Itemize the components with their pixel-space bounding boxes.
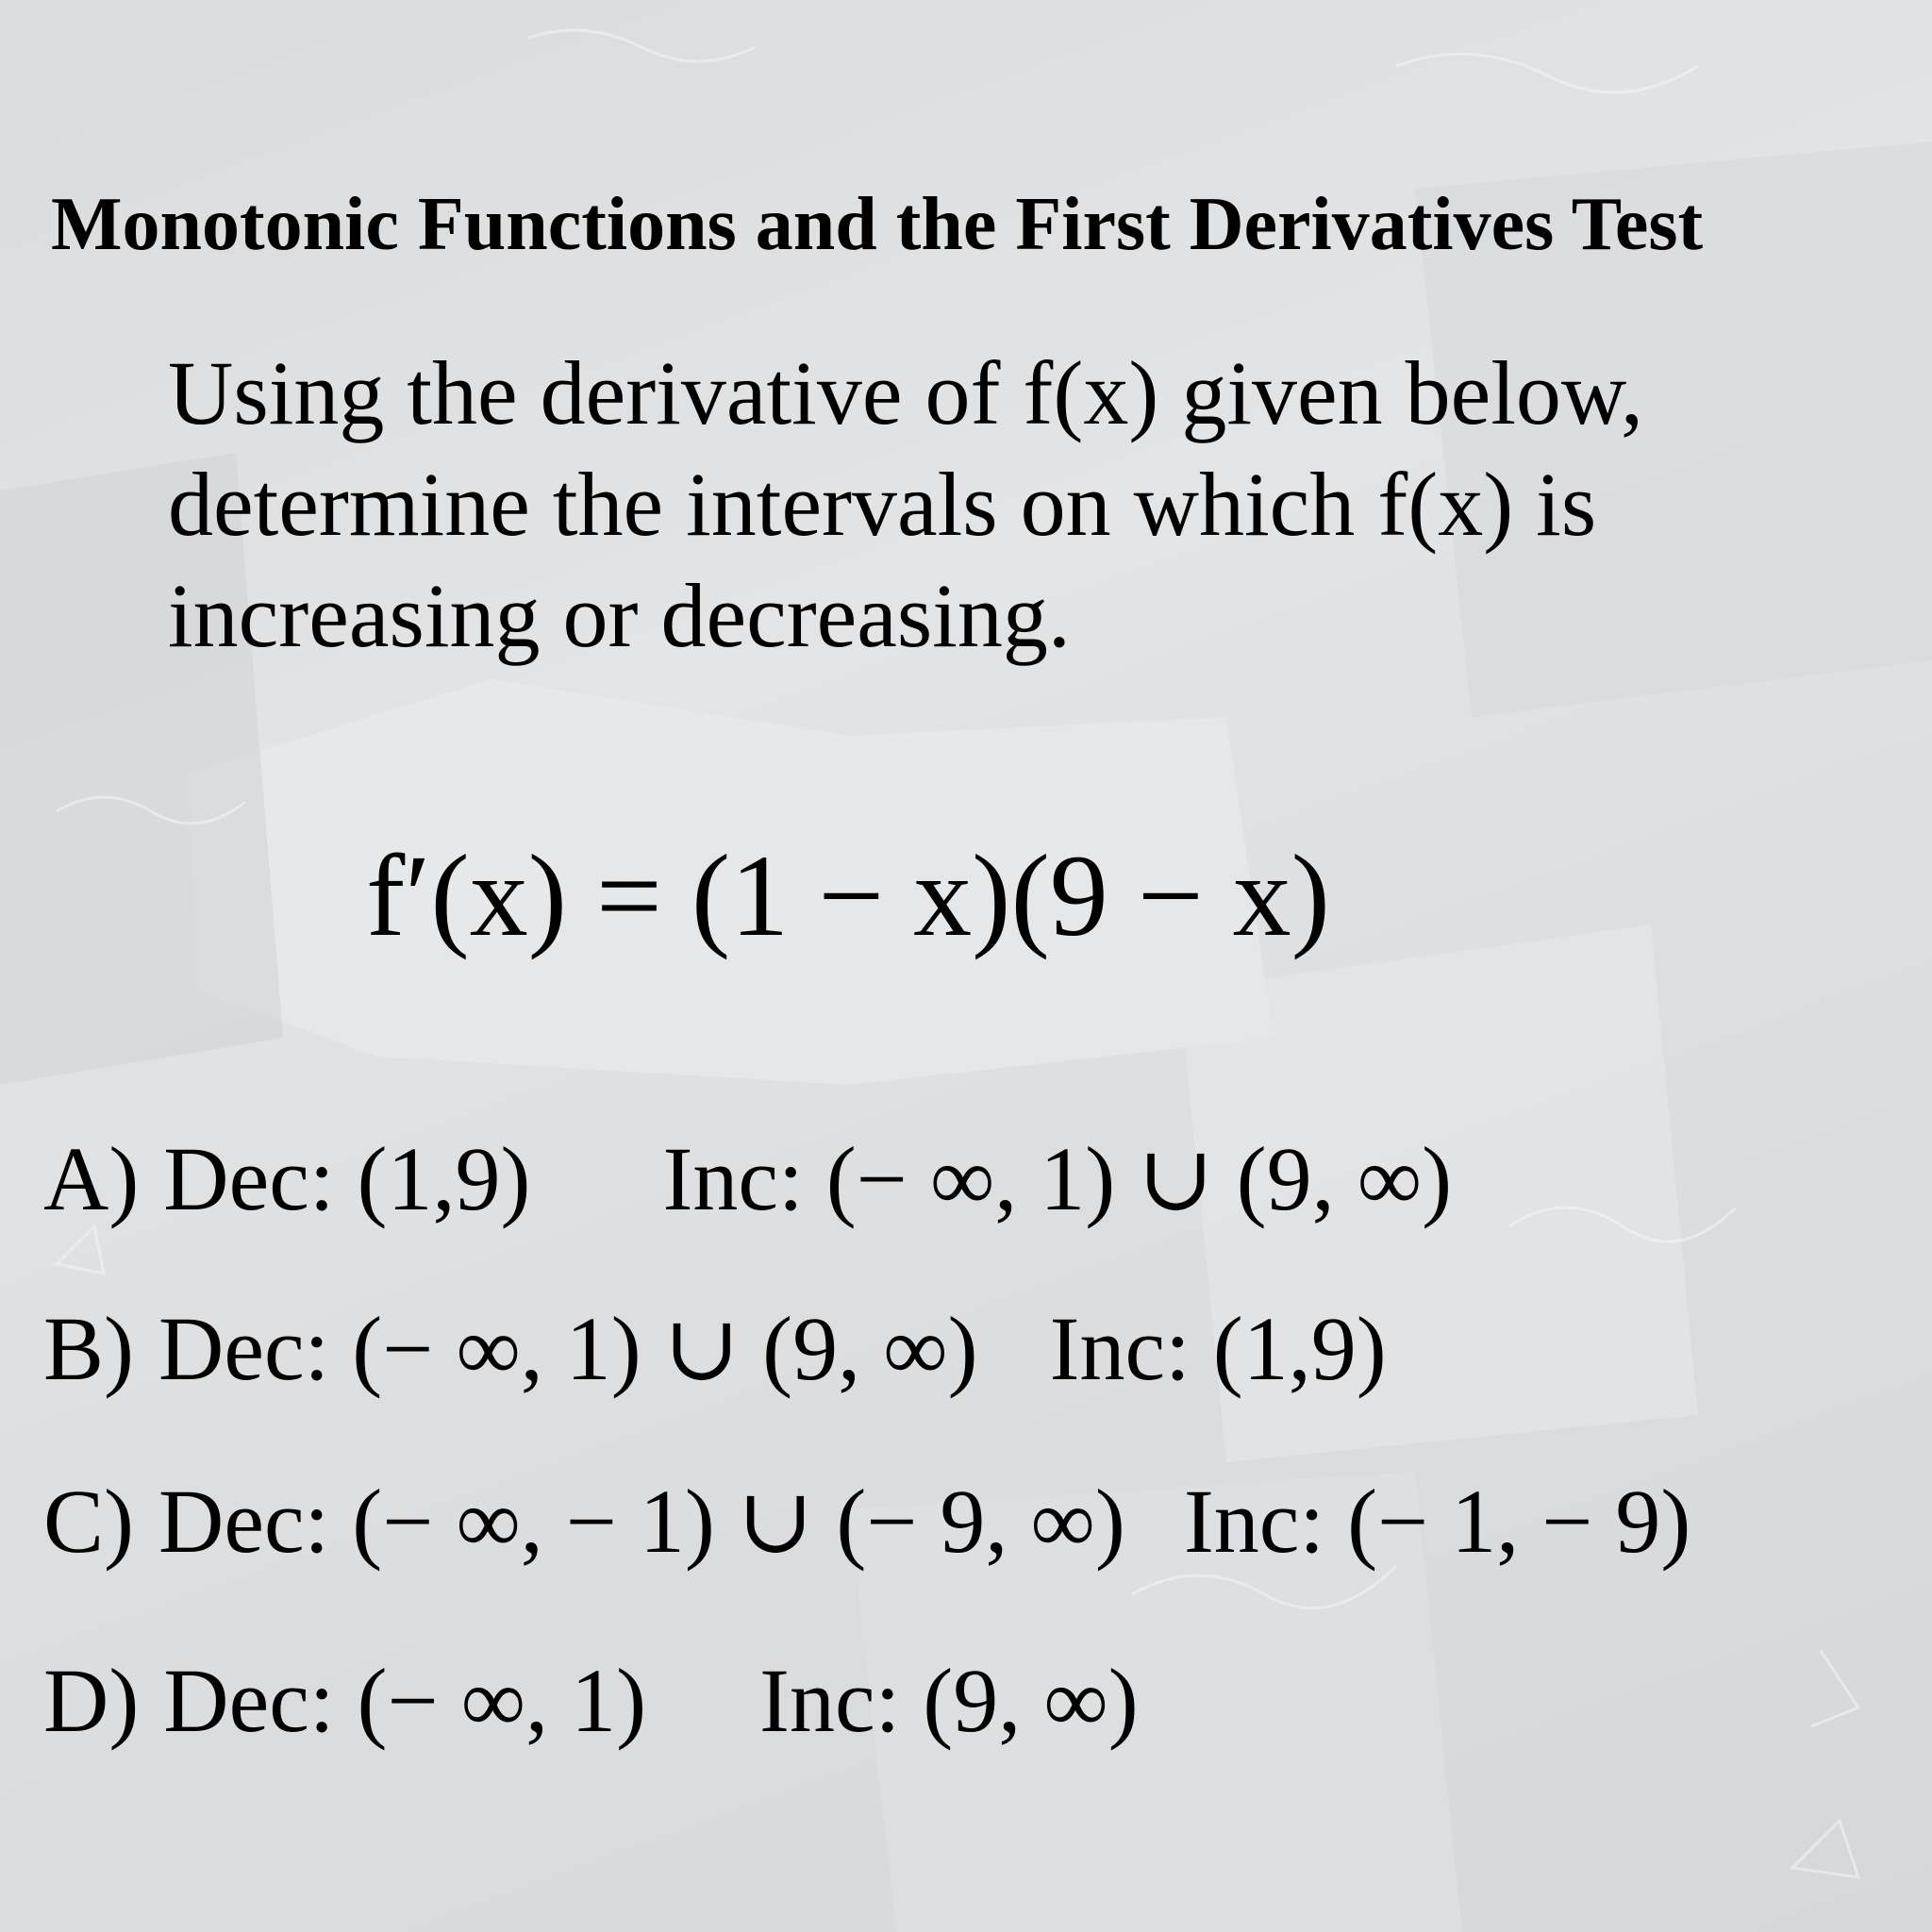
option-b[interactable]: [43, 1297, 1387, 1401]
option-label: B): [43, 1298, 134, 1399]
option-a[interactable]: [43, 1127, 1452, 1231]
question-line: increasing or decreasing.: [168, 565, 1071, 666]
option-decreasing: Dec: (− ∞, 1) ∪ (9, ∞): [158, 1298, 978, 1399]
option-increasing: Inc: (− ∞, 1) ∪ (9, ∞): [662, 1128, 1453, 1229]
option-increasing: Inc: (1,9): [1049, 1298, 1387, 1399]
option-label: D): [43, 1650, 140, 1751]
question-line: determine the intervals on which f(x) is: [168, 454, 1597, 555]
option-d[interactable]: [43, 1649, 1139, 1753]
page-title: Monotonic Functions and the First Derivatives Test: [51, 183, 1704, 266]
question-text: [168, 338, 1866, 672]
option-increasing: Inc: (9, ∞): [759, 1650, 1139, 1751]
derivative-equation: f′(x) = (1 − x)(9 − x): [366, 831, 1330, 960]
option-decreasing: Dec: (1,9): [163, 1128, 531, 1229]
option-increasing: Inc: (− 1, − 9): [1183, 1471, 1691, 1572]
option-decreasing: Dec: (− ∞, 1): [163, 1650, 647, 1751]
option-c[interactable]: [43, 1470, 1690, 1574]
option-label: C): [43, 1471, 134, 1572]
question-line: Using the derivative of f(x) given below,: [168, 342, 1643, 443]
option-label: A): [43, 1128, 140, 1229]
option-decreasing: Dec: (− ∞, − 1) ∪ (− 9, ∞): [158, 1471, 1125, 1572]
